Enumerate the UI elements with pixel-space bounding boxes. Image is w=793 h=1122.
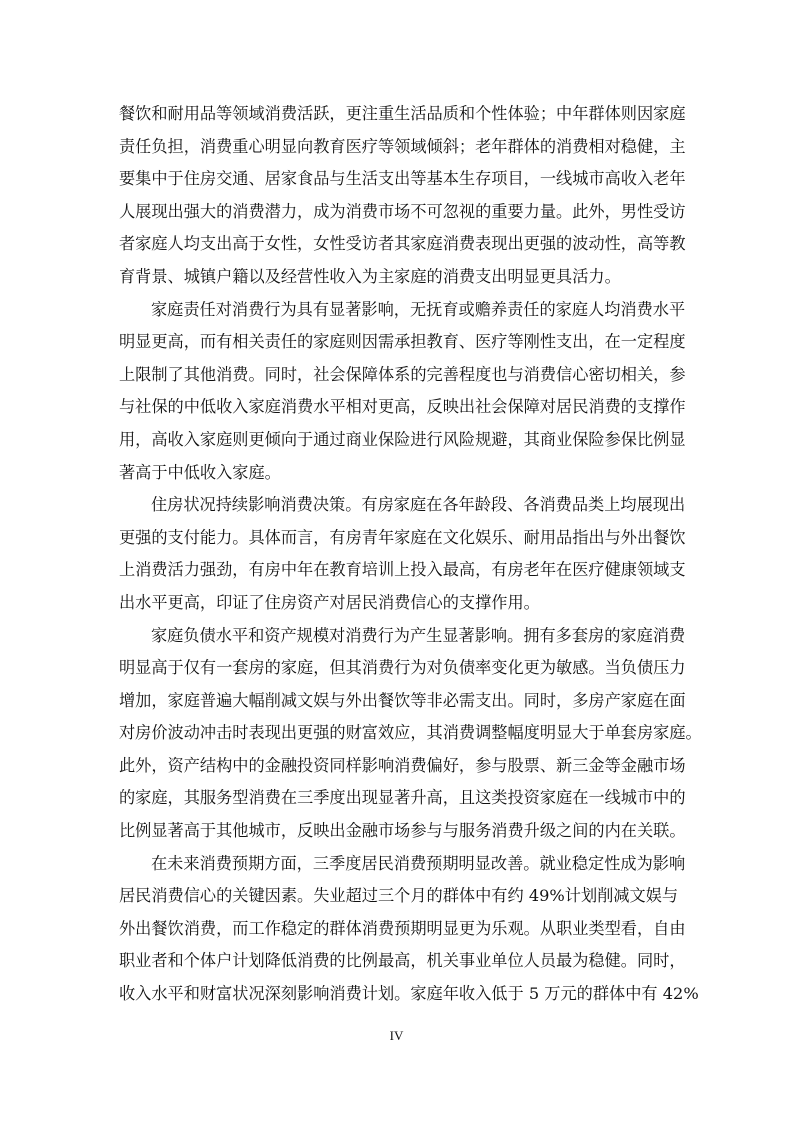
text-line: 外出餐饮消费，而工作稳定的群体消费预期明显更为乐观。从职业类型看，自由 xyxy=(119,918,686,938)
text-line: 更强的支付能力。具体而言，有房青年家庭在文化娱乐、耐用品指出与外出餐饮 xyxy=(119,527,686,547)
text-line: 人展现出强大的消费潜力，成为消费市场不可忽视的重要力量。此外，男性受访 xyxy=(119,201,686,221)
paragraph xyxy=(119,848,699,1011)
text-line: 在未来消费预期方面，三季度居民消费预期明显改善。就业稳定性成为影响 xyxy=(151,853,686,873)
text-line: 著高于中低收入家庭。 xyxy=(119,462,281,482)
page-number: IV xyxy=(389,1028,404,1043)
text-line: 责任负担，消费重心明显向教育医疗等领域倾斜；老年群体的消费相对稳健，主 xyxy=(119,136,686,156)
text-line: 居民消费信心的关键因素。失业超过三个月的群体中有约 49%计划削减文娱与 xyxy=(119,886,679,906)
text-line: 上限制了其他消费。同时，社会保障体系的完善程度也与消费信心密切相关，参 xyxy=(119,364,686,384)
text-line: 住房状况持续影响消费决策。有房家庭在各年龄段、各消费品类上均展现出 xyxy=(151,495,686,515)
paragraph xyxy=(119,98,686,294)
text-line: 职业者和个体户计划降低消费的比例最高，机关事业单位人员最为稳健。同时， xyxy=(119,951,686,971)
text-line: 家庭负债水平和资产规模对消费行为产生显著影响。拥有多套房的家庭消费 xyxy=(151,625,686,645)
text-line: 的家庭，其服务型消费在三季度出现显著升高，且这类投资家庭在一线城市中的 xyxy=(119,788,686,808)
text-line: 上消费活力强劲，有房中年在教育培训上投入最高，有房老年在医疗健康领域支 xyxy=(119,560,686,580)
text-line: 餐饮和耐用品等领域消费活跃，更注重生活品质和个性体验；中年群体则因家庭 xyxy=(119,104,686,123)
text-line: 育背景、城镇户籍以及经营性收入为主家庭的消费支出明显更具活力。 xyxy=(119,266,621,286)
paragraph xyxy=(119,489,686,619)
text-line: 收入水平和财富状况深刻影响消费计划。家庭年收入低于 5 万元的群体中有 42% xyxy=(119,984,699,1004)
text-line: 比例显著高于其他城市，反映出金融市场参与与服务消费升级之间的内在关联。 xyxy=(119,821,686,841)
text-line: 此外，资产结构中的金融投资同样影响消费偏好，参与股票、新三金等金融市场 xyxy=(119,755,686,775)
document-body xyxy=(119,98,702,1011)
text-line: 者家庭人均支出高于女性，女性受访者其家庭消费表现出更强的波动性，高等教 xyxy=(119,234,686,254)
text-line: 对房价波动冲击时表现出更强的财富效应，其消费调整幅度明显大于单套房家庭。 xyxy=(119,723,702,743)
text-line: 家庭责任对消费行为具有显著影响，无抚育或赡养责任的家庭人均消费水平 xyxy=(151,299,686,319)
text-line: 与社保的中低收入家庭消费水平相对更高，反映出社会保障对居民消费的支撑作 xyxy=(119,397,686,417)
text-line: 出水平更高，印证了住房资产对居民消费信心的支撑作用。 xyxy=(119,592,540,612)
text-line: 明显更高，而有相关责任的家庭则因需承担教育、医疗等刚性支出，在一定程度 xyxy=(119,332,686,352)
text-line: 要集中于住房交通、居家食品与生活支出等基本生存项目，一线城市高收入老年 xyxy=(119,169,686,189)
paragraph xyxy=(119,620,702,848)
text-line: 明显高于仅有一套房的家庭，但其消费行为对负债率变化更为敏感。当负债压力 xyxy=(119,658,686,678)
text-line: 增加，家庭普遍大幅削减文娱与外出餐饮等非必需支出。同时，多房产家庭在面 xyxy=(119,690,686,710)
paragraph xyxy=(119,294,686,490)
text-line: 用，高收入家庭则更倾向于通过商业保险进行风险规避，其商业保险参保比例显 xyxy=(119,429,686,449)
